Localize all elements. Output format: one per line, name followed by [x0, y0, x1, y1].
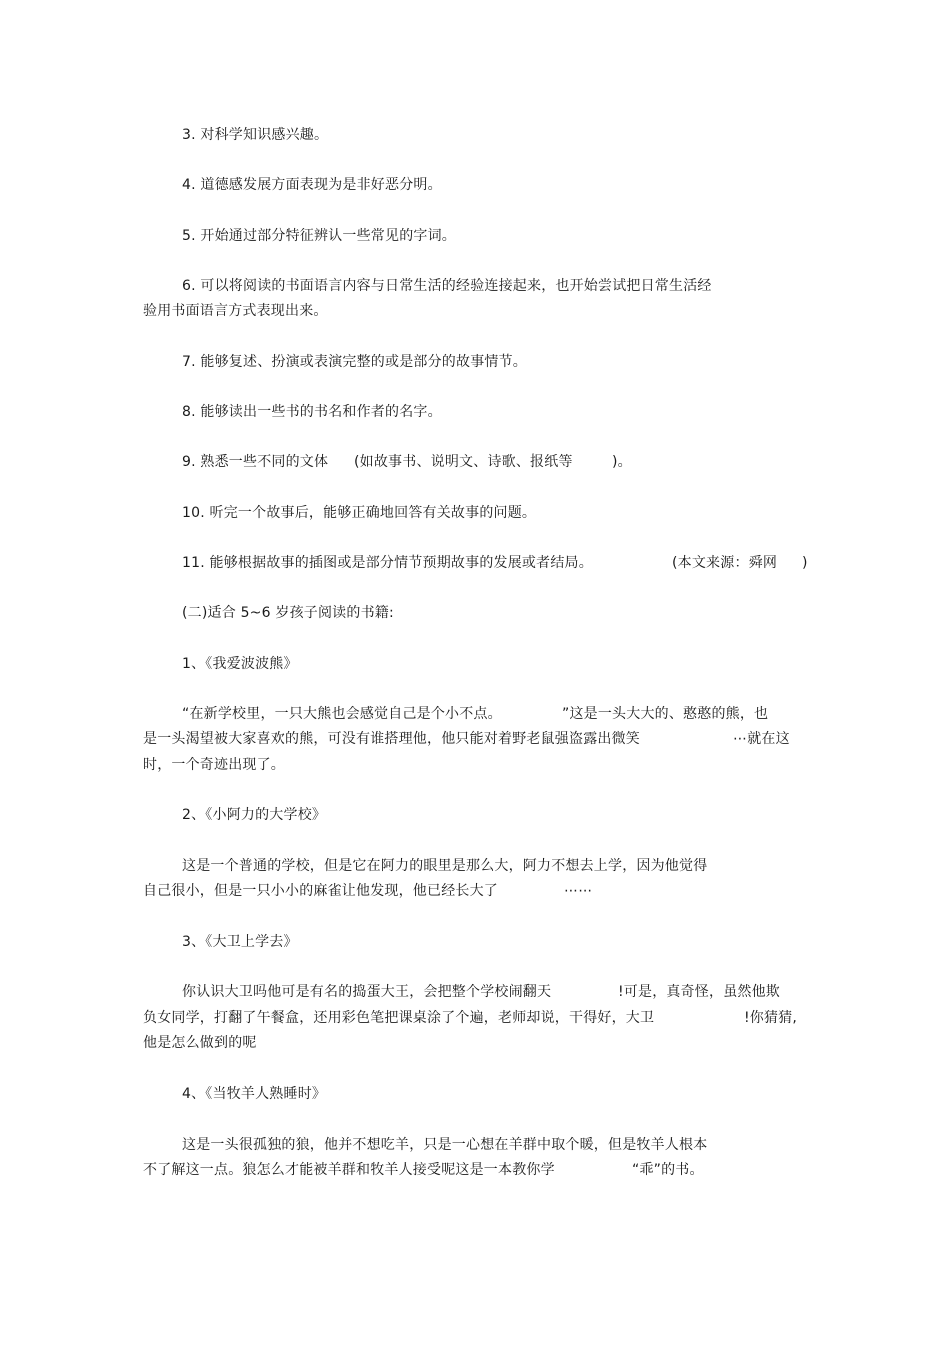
- item-11-source: (本文来源：舜网: [672, 555, 778, 571]
- item-6-line1: 6. 可以将阅读的书面语言内容与日常生活的经验连接起来，也开始尝试把日常生活经: [182, 278, 712, 294]
- section-heading: (二)适合 5~6 岁孩子阅读的书籍:: [182, 605, 394, 621]
- item-9-part1: 9. 熟悉一些不同的文体: [182, 454, 329, 470]
- item-11-close: ): [802, 555, 808, 571]
- book-2-title: 2、《小阿力的大学校》: [182, 807, 327, 823]
- item-5: 5. 开始通过部分特征辨认一些常见的字词。: [182, 228, 457, 244]
- book-1-desc-1b: ”这是一头大大的、憨憨的熊，也: [562, 706, 769, 722]
- item-11-part1: 11. 能够根据故事的插图或是部分情节预期故事的发展或者结局。: [182, 555, 593, 571]
- book-1-desc-1a: “在新学校里，一只大熊也会感觉自己是个小不点。: [182, 706, 502, 722]
- book-1-desc-2a: 是一头渴望被大家喜欢的熊，可没有谁搭理他，他只能对着野老鼠强盗露出微笑: [143, 731, 640, 747]
- book-4-desc-2a: 不了解这一点。狼怎么才能被羊群和牧羊人接受呢这是一本教你学: [143, 1162, 555, 1178]
- item-10: 10. 听完一个故事后，能够正确地回答有关故事的问题。: [182, 505, 537, 521]
- book-2-desc-2a: 自己很小，但是一只小小的麻雀让他发现，他已经长大了: [143, 883, 498, 899]
- book-3-desc-3: 他是怎么做到的呢: [143, 1035, 257, 1051]
- item-6-line2: 验用书面语言方式表现出来。: [143, 303, 328, 319]
- book-3-desc-1b: !可是，真奇怪，虽然他欺: [618, 984, 781, 1000]
- item-9-part2: (如故事书、说明文、诗歌、报纸等: [354, 454, 573, 470]
- book-1-title: 1、《我爱波波熊》: [182, 656, 298, 672]
- item-7: 7. 能够复述、扮演或表演完整的或是部分的故事情节。: [182, 354, 528, 370]
- book-3-desc-1a: 你认识大卫吗他可是有名的捣蛋大王，会把整个学校闹翻天: [182, 984, 552, 1000]
- book-4-title: 4、《当牧羊人熟睡时》: [182, 1086, 327, 1102]
- item-3: 3. 对科学知识感兴趣。: [182, 127, 329, 143]
- book-3-desc-2a: 负女同学，打翻了午餐盒，还用彩色笔把课桌涂了个遍，老师却说，干得好，大卫: [143, 1010, 655, 1026]
- book-1-desc-2b: ⋯就在这: [733, 731, 790, 747]
- item-4: 4. 道德感发展方面表现为是非好恶分明。: [182, 177, 442, 193]
- book-2-desc-2b: ⋯⋯: [564, 883, 593, 899]
- book-1-desc-3: 时，一个奇迹出现了。: [143, 757, 285, 773]
- book-3-desc-2b: !你猜猜,: [744, 1010, 798, 1026]
- book-4-desc-2b: “乖”的书。: [632, 1162, 704, 1178]
- book-4-desc-1: 这是一头很孤独的狼，他并不想吃羊，只是一心想在羊群中取个暖，但是牧羊人根本: [182, 1137, 708, 1153]
- item-9-part3: )。: [612, 454, 632, 470]
- item-8: 8. 能够读出一些书的书名和作者的名字。: [182, 404, 442, 420]
- book-2-desc-1: 这是一个普通的学校，但是它在阿力的眼里是那么大，阿力不想去上学，因为他觉得: [182, 858, 708, 874]
- book-3-title: 3、《大卫上学去》: [182, 934, 298, 950]
